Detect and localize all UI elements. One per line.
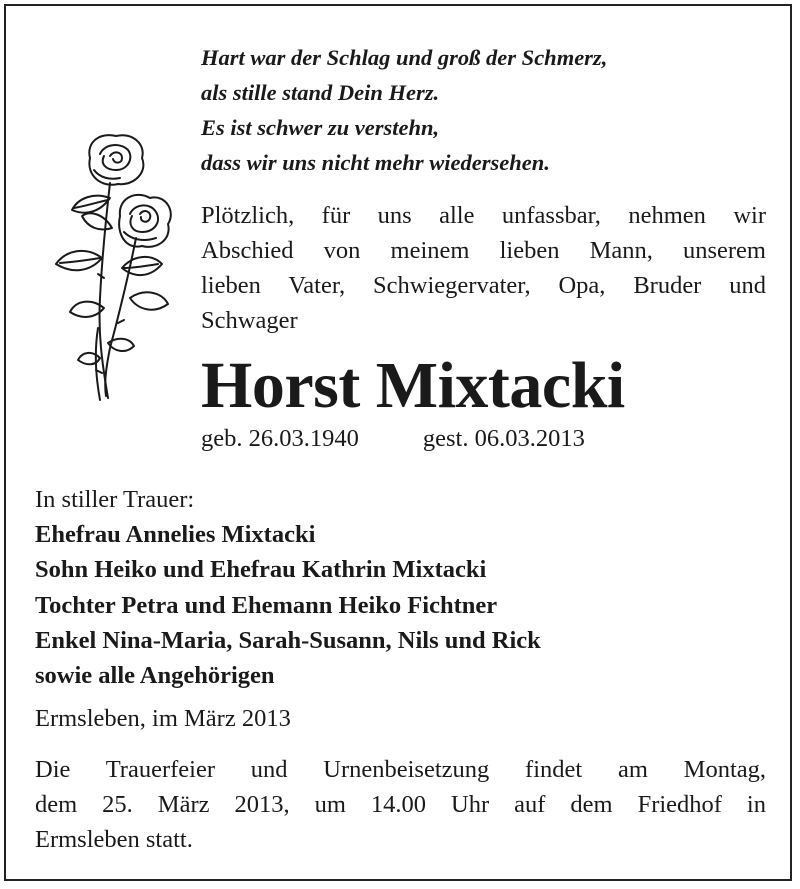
- funeral-line: Ermsleben statt.: [35, 826, 193, 853]
- poem-line: Es ist schwer zu verstehn,: [201, 115, 440, 140]
- intro-line: Abschied von meinem lieben Mann, unserem: [201, 237, 766, 264]
- deceased-name: Horst Mixtacki: [201, 349, 625, 422]
- mourner-line: Ehefrau Annelies Mixtacki: [35, 521, 316, 549]
- life-dates: [201, 424, 585, 454]
- intro-line: Plötzlich, für uns alle unfassbar, nehmen wir: [201, 202, 766, 229]
- mourner-line: Sohn Heiko und Ehefrau Kathrin Mixtacki: [35, 556, 487, 584]
- mourner-line: Tochter Petra und Ehemann Heiko Fichtner: [35, 591, 498, 619]
- birth-date: geb. 26.03.1940: [201, 425, 359, 452]
- place-date: Ermsleben, im März 2013: [35, 705, 291, 732]
- funeral-line: Die Trauerfeier und Urnenbeisetzung findet am Montag,: [35, 756, 766, 783]
- poem-line: Hart war der Schlag und groß der Schmerz,: [201, 45, 608, 70]
- mourner-line: sowie alle Angehörigen: [35, 662, 275, 690]
- funeral-info: [35, 752, 766, 857]
- funeral-line: dem 25. März 2013, um 14.00 Uhr auf dem Friedhof in: [35, 791, 766, 818]
- poem: [201, 40, 607, 180]
- poem-line: dass wir uns nicht mehr wiedersehen.: [201, 150, 550, 175]
- death-date: gest. 06.03.2013: [422, 425, 585, 452]
- intro-line: Schwager: [201, 307, 298, 334]
- intro-line: lieben Vater, Schwiegervater, Opa, Bruder und: [201, 272, 766, 299]
- rose-icon: [38, 128, 173, 403]
- mourners-heading: In stiller Trauer:: [35, 486, 195, 513]
- mourners: [35, 482, 541, 693]
- intro-text: [201, 198, 766, 338]
- poem-line: als stille stand Dein Herz.: [201, 80, 440, 105]
- mourner-line: Enkel Nina-Maria, Sarah-Susann, Nils und Rick: [35, 626, 541, 654]
